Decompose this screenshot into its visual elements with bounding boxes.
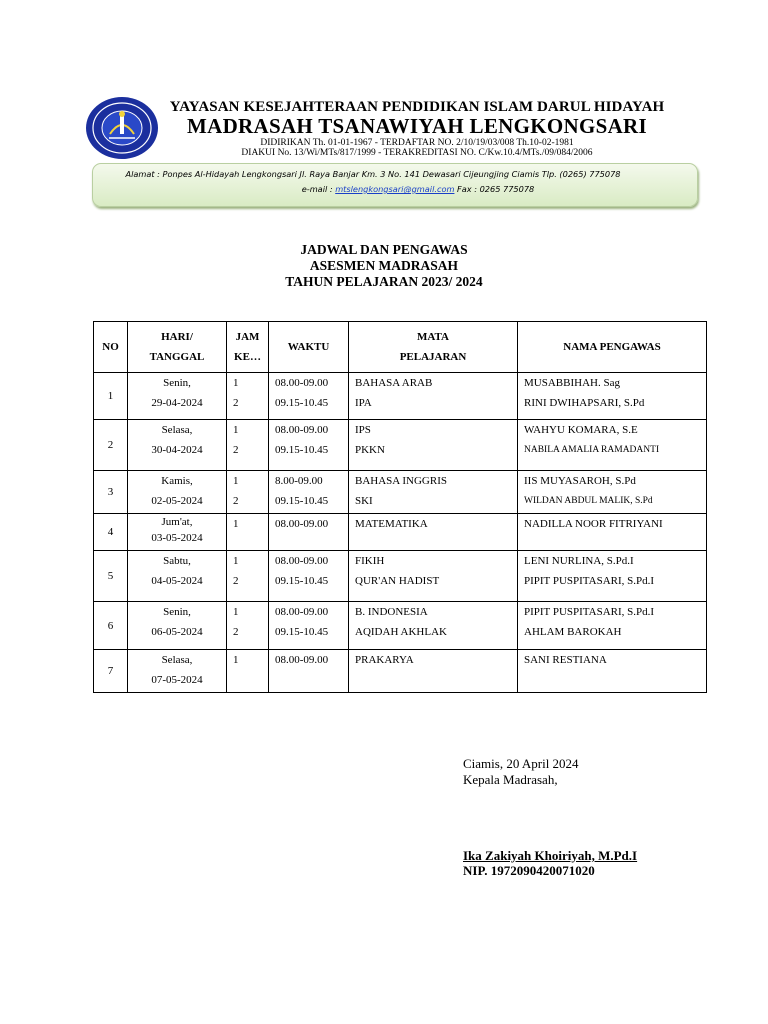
school-logo	[85, 96, 159, 160]
school-name: MADRASAH TSANAWIYAH LENGKONGSARI	[186, 114, 647, 138]
cell-jam: 1 2	[227, 373, 269, 420]
cell-time: 08.00-09.00 09.15-10.45	[269, 420, 349, 471]
cell-jam: 1 2	[227, 602, 269, 650]
cell-proctor: MUSABBIHAH. Sag RINI DWIHAPSARI, S.Pd	[518, 373, 707, 420]
cell-subject: B. INDONESIA AQIDAH AKHLAK	[349, 602, 518, 650]
cell-jam: 1 2	[227, 471, 269, 514]
cell-jam: 1	[227, 650, 269, 693]
cell-day-date: Selasa, 30-04-2024	[128, 420, 227, 471]
fax-text: Fax : 0265 775078	[454, 184, 535, 194]
header-no: NO	[94, 322, 128, 373]
cell-no: 6	[94, 602, 128, 650]
cell-subject: MATEMATIKA	[349, 514, 518, 551]
table-row	[94, 602, 707, 650]
address-line: Alamat : Ponpes Al-Hidayah Lengkongsari Jl. Raya Banjar Km. 3 No. 141 Dewasari Cijeungjing Ciamis Tlp. (0265) 775078	[125, 169, 621, 179]
cell-day-date: Selasa, 07-05-2024	[128, 650, 227, 693]
cell-day-date: Sabtu, 04-05-2024	[128, 551, 227, 602]
header-mapel: MATA PELAJARAN	[349, 322, 518, 373]
signature-position: Kepala Madrasah,	[463, 772, 558, 787]
doc-title-3: TAHUN PELAJARAN 2023/ 2024	[285, 274, 483, 289]
table-row	[94, 373, 707, 420]
table-row	[94, 650, 707, 693]
cell-jam: 1	[227, 514, 269, 551]
founded-line: DIDIRIKAN Th. 01-01-1967 - TERDAFTAR NO. 2/10/19/03/008 Th.10-02-1981	[260, 138, 574, 148]
table-row	[94, 514, 707, 551]
cell-day-date: Jum'at, 03-05-2024	[128, 514, 227, 551]
cell-proctor: NADILLA NOOR FITRIYANI	[518, 514, 707, 551]
cell-no: 4	[94, 514, 128, 551]
accredited-line: DIAKUI No. 13/Wi/MTs/817/1999 - TERAKREDITASI NO. C/Kw.10.4/MTs./09/084/2006	[241, 148, 593, 158]
cell-time: 08.00-09.00 09.15-10.45	[269, 551, 349, 602]
cell-proctor: LENI NURLINA, S.Pd.I PIPIT PUSPITASARI, S.Pd.I	[518, 551, 707, 602]
cell-subject: BAHASA ARAB IPA	[349, 373, 518, 420]
cell-day-date: Senin, 29-04-2024	[128, 373, 227, 420]
signature-name: Ika Zakiyah Khoiriyah, M.Pd.I	[463, 848, 638, 863]
cell-proctor: SANI RESTIANA	[518, 650, 707, 693]
cell-jam: 1 2	[227, 551, 269, 602]
cell-no: 7	[94, 650, 128, 693]
cell-time: 08.00-09.00 09.15-10.45	[269, 602, 349, 650]
signature-place-date: Ciamis, 20 April 2024	[463, 756, 579, 771]
cell-no: 5	[94, 551, 128, 602]
cell-proctor: WAHYU KOMARA, S.E NABILA AMALIA RAMADANTI	[518, 420, 707, 471]
cell-time: 08.00-09.00	[269, 514, 349, 551]
address-box	[92, 163, 698, 207]
table-row	[94, 551, 707, 602]
cell-time: 08.00-09.00	[269, 650, 349, 693]
table-header-row	[94, 322, 707, 373]
header-jam: JAM KE…	[227, 322, 269, 373]
org-name: YAYASAN KESEJAHTERAAN PENDIDIKAN ISLAM DARUL HIDAYAH	[169, 99, 665, 115]
cell-subject: IPS PKKN	[349, 420, 518, 471]
cell-proctor: IIS MUYASAROH, S.Pd WILDAN ABDUL MALIK, S.Pd	[518, 471, 707, 514]
doc-title-2: ASESMEN MADRASAH	[309, 258, 459, 273]
header-day: HARI/ TANGGAL	[128, 322, 227, 373]
header-waktu: WAKTU	[269, 322, 349, 373]
cell-day-date: Senin, 06-05-2024	[128, 602, 227, 650]
email-label: e-mail :	[301, 184, 336, 194]
cell-subject: BAHASA INGGRIS SKI	[349, 471, 518, 514]
cell-time: 8.00-09.00 09.15-10.45	[269, 471, 349, 514]
table-row	[94, 420, 707, 471]
cell-proctor: PIPIT PUSPITASARI, S.Pd.I AHLAM BAROKAH	[518, 602, 707, 650]
table-row	[94, 471, 707, 514]
cell-day-date: Kamis, 02-05-2024	[128, 471, 227, 514]
contact-line	[93, 184, 743, 194]
cell-no: 3	[94, 471, 128, 514]
cell-jam: 1 2	[227, 420, 269, 471]
cell-no: 1	[94, 373, 128, 420]
doc-title-1: JADWAL DAN PENGAWAS	[300, 242, 468, 257]
schedule-table	[93, 321, 707, 693]
cell-time: 08.00-09.00 09.15-10.45	[269, 373, 349, 420]
cell-subject: PRAKARYA	[349, 650, 518, 693]
signature-nip: NIP. 1972090420071020	[463, 863, 595, 878]
email-link[interactable]: mtslengkongsari@gmail.com	[335, 184, 455, 194]
header-pengawas: NAMA PENGAWAS	[518, 322, 707, 373]
cell-no: 2	[94, 420, 128, 471]
cell-subject: FIKIH QUR'AN HADIST	[349, 551, 518, 602]
